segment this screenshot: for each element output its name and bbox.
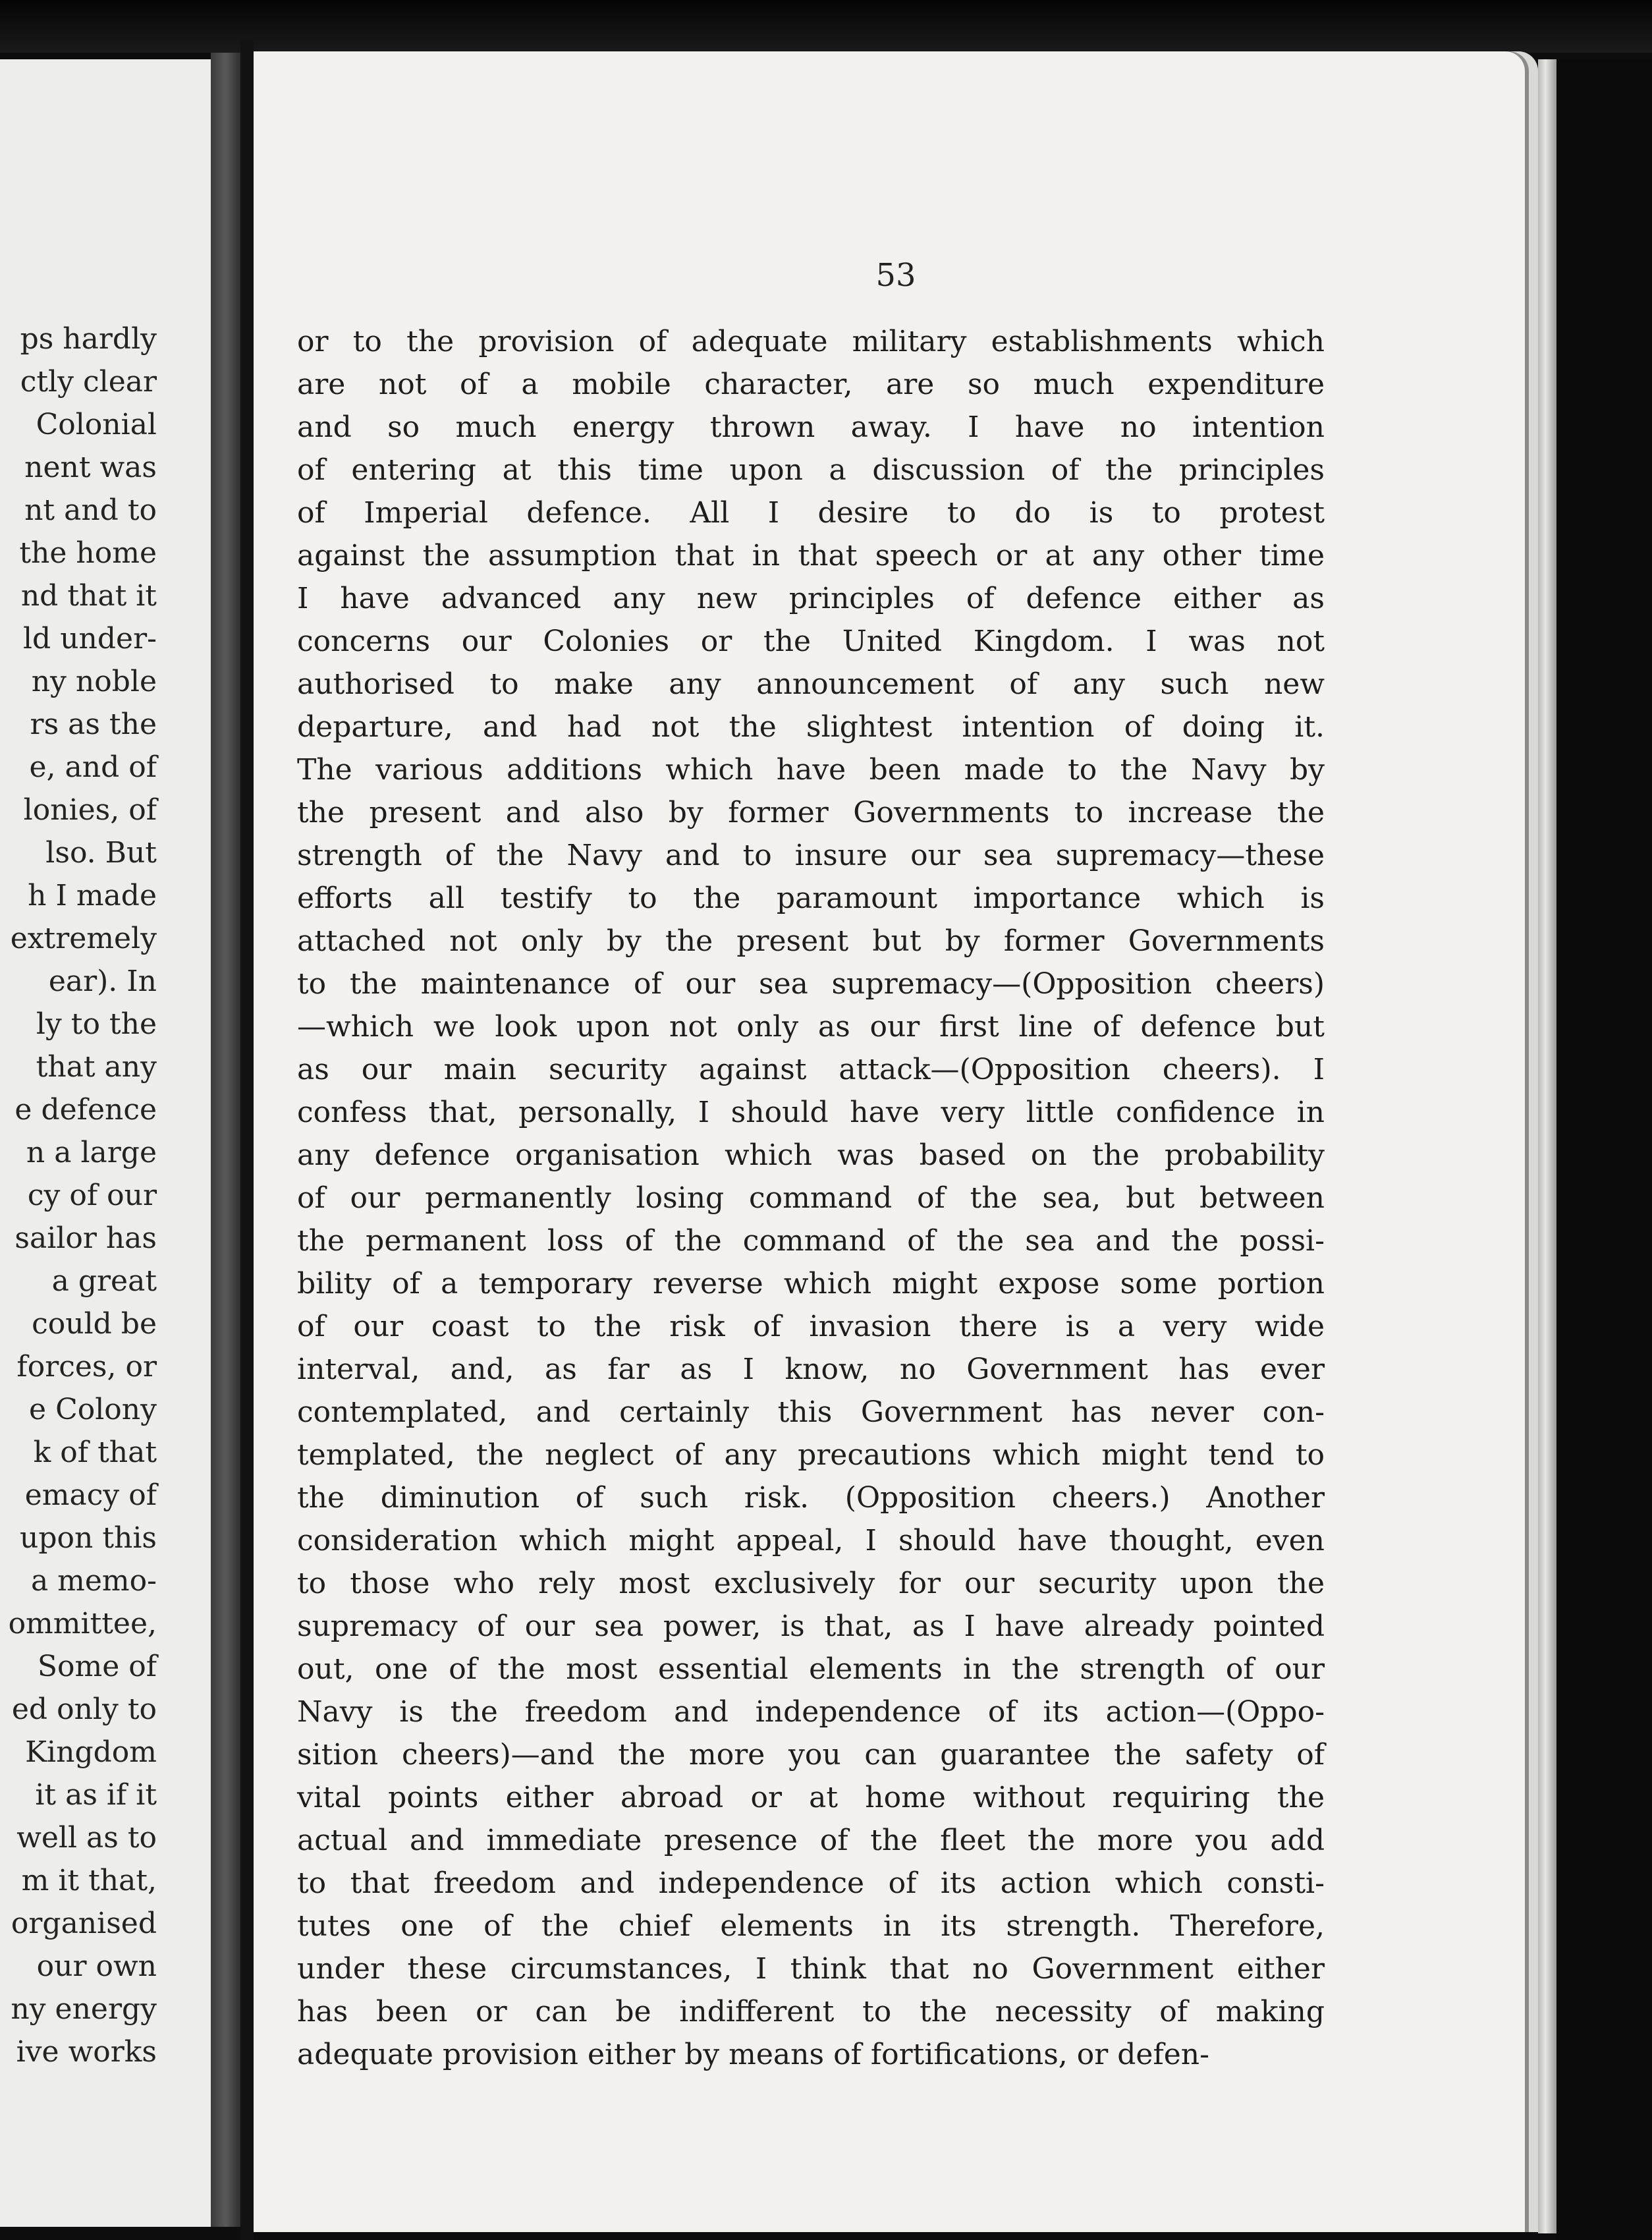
text-line: I have advanced any new principles of defence either as [297, 582, 1325, 615]
text-line: —which we look upon not only as our first line of defence but [297, 1010, 1325, 1044]
text-line: contemplated, and certainly this Government has never con- [297, 1395, 1325, 1429]
left-page [0, 59, 211, 2227]
text-line: adequate provision either by means of fortifications, or defen- [297, 2038, 1209, 2071]
text-line: against the assumption that in that speech or at any other time [297, 539, 1325, 573]
text-line: out, one of the most essential elements in the strength of our [297, 1652, 1325, 1686]
left-line: ed only to [11, 1693, 157, 1726]
text-line: to the maintenance of our sea supremacy—(Opposition cheers) [297, 967, 1325, 1001]
left-line: k of that [33, 1436, 157, 1469]
book-gutter [211, 53, 240, 2227]
text-line: the permanent loss of the command of the sea and the possi- [297, 1224, 1325, 1258]
text-line: to that freedom and independence of its action which consti- [297, 1866, 1325, 1900]
left-line: ny noble [31, 665, 157, 698]
left-line: rs as the [30, 708, 157, 741]
text-line: under these circumstances, I think that no Government either [297, 1952, 1325, 1986]
left-line: h I made [28, 879, 157, 912]
left-line: lonies, of [23, 793, 157, 827]
left-line: a memo- [30, 1564, 157, 1598]
text-line: of our coast to the risk of invasion there is a very wide [297, 1310, 1325, 1343]
edge-shadow [1556, 59, 1652, 2240]
left-line: ive works [16, 2035, 157, 2069]
left-line: it as if it [35, 1778, 157, 1812]
text-line: and so much energy thrown away. I have no intention [297, 410, 1325, 444]
left-line: the home [19, 536, 157, 570]
left-line: e Colony [29, 1393, 157, 1426]
left-line: a great [51, 1264, 157, 1298]
left-line: ommittee, [8, 1607, 157, 1640]
left-line: e, and of [29, 750, 157, 784]
left-line: forces, or [16, 1350, 157, 1384]
text-line: as our main security against attack—(Opposition cheers). I [297, 1053, 1325, 1086]
left-line: well as to [16, 1821, 157, 1855]
text-line: to those who rely most exclusively for our security upon the [297, 1567, 1325, 1600]
text-line: The various additions which have been made to the Navy by [297, 753, 1325, 787]
left-line: could be [32, 1307, 157, 1341]
text-line: tutes one of the chief elements in its strength. Therefore, [297, 1909, 1325, 1943]
text-line: the present and also by former Governments to increase the [297, 796, 1325, 829]
page-body-text [297, 320, 1325, 2076]
text-line: of entering at this time upon a discussion of the principles [297, 453, 1325, 487]
text-line: of our permanently losing command of the sea, but between [297, 1181, 1325, 1215]
text-line: departure, and had not the slightest intention of doing it. [297, 710, 1325, 744]
left-line: ld under- [22, 622, 157, 656]
text-line: any defence organisation which was based on the probability [297, 1138, 1325, 1172]
left-line: ps hardly [20, 322, 157, 356]
left-line: Some of [37, 1650, 157, 1683]
left-line: n a large [26, 1136, 157, 1169]
left-line: ly to the [36, 1007, 157, 1041]
left-line: emacy of [24, 1478, 157, 1512]
text-line: authorised to make any announcement of any such new [297, 667, 1325, 701]
text-line: confess that, personally, I should have very little confidence in [297, 1096, 1325, 1129]
left-line: ear). In [48, 965, 157, 998]
right-page [254, 51, 1538, 2232]
text-line: interval, and, as far as I know, no Government has ever [297, 1353, 1325, 1386]
text-line: actual and immediate presence of the fleet the more you add [297, 1824, 1325, 1857]
text-line: concerns our Colonies or the United Kingdom. I was not [297, 625, 1325, 658]
left-line: e defence [14, 1093, 157, 1127]
left-page-text [0, 318, 157, 2073]
page-number: 53 [875, 257, 916, 294]
left-line: that any [36, 1050, 157, 1084]
left-line: m it that, [21, 1864, 157, 1897]
text-line: of Imperial defence. All I desire to do is to protest [297, 496, 1325, 530]
text-line: has been or can be indifferent to the necessity of making [297, 1995, 1325, 2029]
left-line: sailor has [14, 1221, 157, 1255]
text-line: Navy is the freedom and independence of its action—(Oppo- [297, 1695, 1325, 1729]
left-line: Colonial [36, 408, 157, 441]
left-line: nt and to [24, 493, 157, 527]
gutter-shadow [240, 40, 254, 2240]
text-line: strength of the Navy and to insure our sea supremacy—these [297, 839, 1325, 872]
left-line: cy of our [27, 1179, 157, 1212]
left-line: extremely [10, 922, 157, 955]
text-line: or to the provision of adequate military establishments which [297, 325, 1325, 358]
left-line: lso. But [45, 836, 157, 870]
left-line: nent was [24, 451, 157, 484]
text-line: efforts all testify to the paramount importance which is [297, 882, 1325, 915]
left-line: upon this [20, 1521, 157, 1555]
page-edge [1538, 59, 1556, 2233]
left-line: Kingdom [25, 1735, 157, 1769]
left-line: ctly clear [20, 365, 157, 399]
text-line: bility of a temporary reverse which might expose some portion [297, 1267, 1325, 1301]
left-line: organised [11, 1907, 157, 1940]
left-line: nd that it [20, 579, 157, 613]
text-line: sition cheers)—and the more you can guarantee the safety of [297, 1738, 1325, 1772]
text-line: attached not only by the present but by former Governments [297, 924, 1325, 958]
text-line: consideration which might appeal, I should have thought, even [297, 1524, 1325, 1557]
text-line: are not of a mobile character, are so much expenditure [297, 368, 1325, 401]
text-line: templated, the neglect of any precautions which might tend to [297, 1438, 1325, 1472]
text-line: the diminution of such risk. (Opposition cheers.) Another [297, 1481, 1325, 1515]
left-line: our own [36, 1949, 157, 1983]
left-line: ny energy [11, 1992, 157, 2026]
text-line: vital points either abroad or at home without requiring the [297, 1781, 1325, 1814]
text-line: supremacy of our sea power, is that, as I have already pointed [297, 1610, 1325, 1643]
